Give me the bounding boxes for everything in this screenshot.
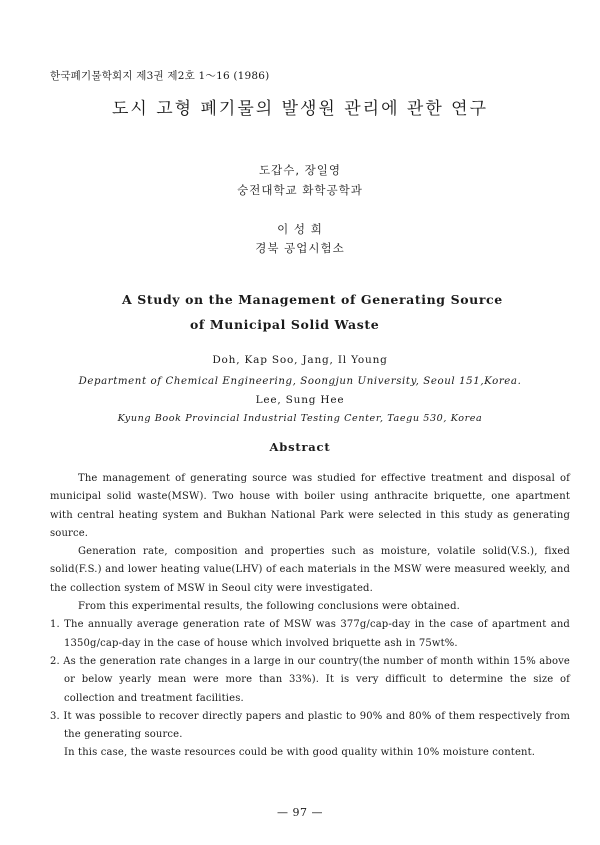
korean-authors-1: 도갑수, 장일영 bbox=[259, 163, 341, 177]
english-authors-1: Doh, Kap Soo, Jang, Il Young bbox=[212, 354, 388, 366]
english-affiliation-1: Department of Chemical Engineering, Soongjun University, Seoul 151,Korea. bbox=[78, 376, 522, 387]
conclusion-item-3-continued: In this case, the waste resources could be with good quality within 10% moisture content. bbox=[64, 747, 536, 759]
abstract-paragraph-2: Generation rate, composition and properties such as moisture, volatile solid(V.S.), fixed solid(F.S.) and lower heating value(LHV) of each materials in the MSW were measured weekly, and the collection system of MSW in Seoul city were investigated. bbox=[50, 546, 570, 594]
abstract-body bbox=[50, 470, 570, 763]
journal-header: 한국폐기물학회지 제3권 제2호 1～16 (1986) bbox=[50, 70, 270, 82]
english-title-line2: of Municipal Solid Waste bbox=[190, 317, 380, 332]
korean-affiliation-1: 숭전대학교 화학공학과 bbox=[237, 183, 363, 197]
english-affiliation-2: Kyung Book Provincial Industrial Testing Center, Taegu 530, Korea bbox=[117, 413, 483, 424]
english-title-line1: A Study on the Management of Generating Source bbox=[122, 292, 503, 307]
english-authors-2: Lee, Sung Hee bbox=[255, 394, 345, 406]
abstract-paragraph-3: From this experimental results, the following conclusions were obtained. bbox=[78, 601, 460, 613]
korean-authors-2: 이 성 희 bbox=[277, 222, 323, 236]
abstract-heading: Abstract bbox=[269, 440, 331, 454]
page-number: — 97 — bbox=[277, 806, 323, 819]
korean-affiliation-2: 경북 공업시험소 bbox=[255, 241, 345, 255]
conclusion-item-2: 2. As the generation rate changes in a large in our country(the number of month within 15% above or below yearly mean were more than 33%). It is very difficult to determine the size of collection and treatment facilities. bbox=[50, 655, 570, 704]
korean-title: 도시 고형 폐기물의 발생원 관리에 관한 연구 bbox=[111, 99, 489, 119]
abstract-paragraph-1: The management of generating source was studied for effective treatment and disposal of municipal solid waste(MSW). Two house with boiler using anthracite briquette, one apartment with central heating system and Bukhan National Park were selected in this study as generating source. bbox=[50, 473, 570, 539]
conclusion-item-1: 1. The annually average generation rate of MSW was 377g/cap-day in the case of apartment and 1350g/cap-day in the case of house which involved briquette ash in 75wt%. bbox=[50, 619, 570, 649]
conclusion-item-3: 3. It was possible to recover directly papers and plastic to 90% and 80% of them respectively from the generating source. bbox=[50, 710, 570, 741]
